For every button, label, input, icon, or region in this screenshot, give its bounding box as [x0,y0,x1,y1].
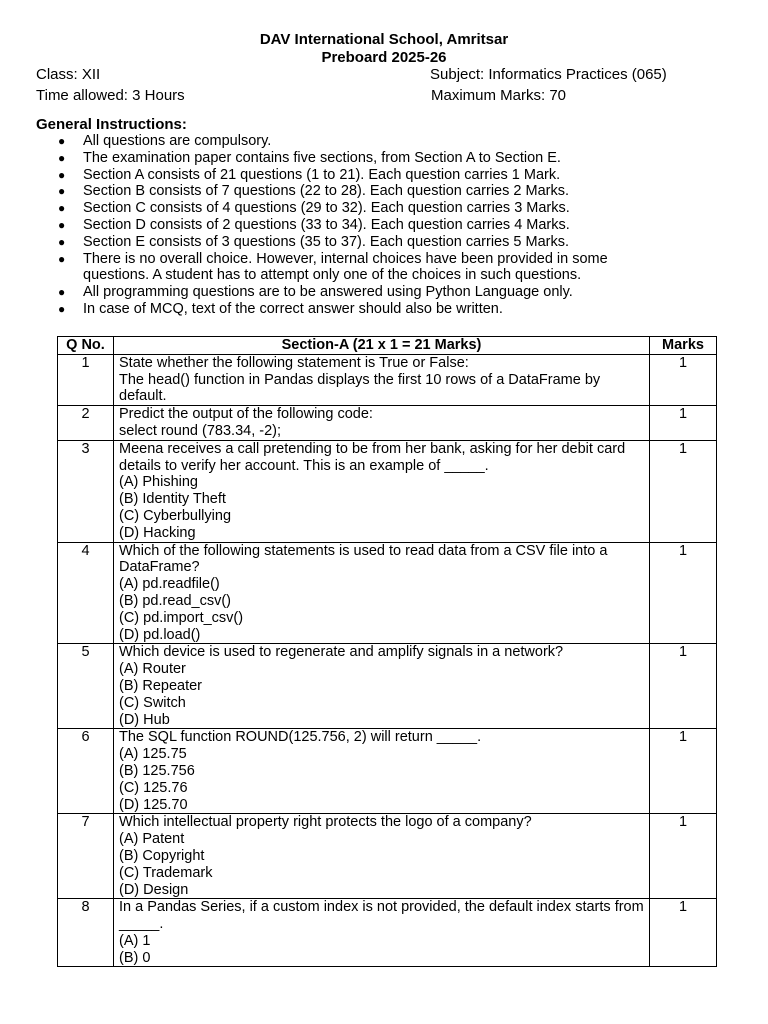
instruction-item [36,200,676,217]
instruction-text: Section B consists of 7 questions (22 to 28). Each question carries 2 Marks. [83,183,569,200]
bullet-icon: ● [58,234,66,249]
bullet-icon: ● [58,251,66,266]
question-marks: 1 [650,542,717,644]
bullet-icon: ● [58,301,66,316]
bullet-icon: ● [58,217,66,232]
question-number: 5 [58,644,114,729]
instruction-item [36,133,676,150]
question-text-cell [114,406,650,441]
maximum-marks-label: Maximum Marks: 70 [431,87,567,104]
question-line: (B) 0 [119,949,151,966]
question-text-cell [114,729,650,814]
instruction-text: Section C consists of 4 questions (29 to 32). Each question carries 3 Marks. [83,200,570,217]
school-name: DAV International School, Amritsar [259,31,509,48]
question-marks: 1 [650,729,717,814]
instruction-text: All questions are compulsory. [83,133,272,149]
bullet-icon: ● [58,285,66,300]
bullet-icon: ● [58,167,66,182]
question-text-cell [114,354,650,405]
table-header-row [58,337,717,355]
instruction-text: In case of MCQ, text of the correct answer should also be written. [83,300,503,317]
question-text: Which intellectual property right protects the logo of a company? [119,814,532,831]
question-line: (D) Hacking [119,524,196,541]
table-row [58,814,717,899]
general-instructions-heading: General Instructions: [36,116,187,133]
question-line: (D) 125.70 [119,796,188,813]
question-line: (A) Patent [119,831,185,848]
table-row [58,440,717,542]
time-allowed-label: Time allowed: 3 Hours [36,87,185,104]
question-line: (A) 1 [119,932,151,949]
question-line: (B) Copyright [119,847,205,864]
question-line: (A) 125.75 [119,746,187,763]
bullet-icon: ● [58,184,66,199]
instruction-item [36,217,676,234]
question-line: (B) 125.756 [119,762,195,779]
question-marks: 1 [650,814,717,899]
question-text-cell [114,542,650,644]
question-marks: 1 [650,644,717,729]
question-text-cell [114,644,650,729]
question-line: (C) 125.76 [119,779,188,796]
question-text-cell [114,814,650,899]
question-text: In a Pandas Series, if a custom index is not provided, the default index starts from _____. [119,899,644,933]
question-number-header: Q No. [58,337,114,355]
question-line: select round (783.34, -2); [119,422,282,439]
question-number: 1 [58,354,114,405]
instruction-item [36,234,676,251]
instruction-text: There is no overall choice. However, internal choices have been provided in some questions. A student has to attempt only one of the choices in such questions. [83,250,608,284]
question-text-cell [114,899,650,967]
instruction-text: All programming questions are to be answered using Python Language only. [83,284,573,301]
question-line: (A) pd.readfile() [119,576,220,593]
table-row [58,644,717,729]
question-text: Which of the following statements is used to read data from a CSV file into a DataFrame? [119,542,608,576]
instruction-item [36,284,676,301]
section-header: Section-A (21 x 1 = 21 Marks) [114,337,650,355]
bullet-icon: ● [58,150,66,165]
question-text: Meena receives a call pretending to be from her bank, asking for her debit card details to verify her account. This is an example of _____. [119,440,626,474]
question-text: Predict the output of the following code: [119,406,373,423]
question-line: (C) Switch [119,694,186,711]
table-row [58,406,717,441]
instruction-text: Section E consists of 3 questions (35 to 37). Each question carries 5 Marks. [83,233,569,250]
question-line: (B) Repeater [119,677,203,694]
section-a-question-table [57,336,717,967]
question-line: The head() function in Pandas displays the first 10 rows of a DataFrame by default. [119,371,601,405]
instruction-item [36,183,676,200]
class-label: Class: XII [36,66,101,83]
question-line: (C) Trademark [119,864,213,881]
table-row [58,899,717,967]
question-marks: 1 [650,440,717,542]
question-number: 3 [58,440,114,542]
question-number: 6 [58,729,114,814]
question-number: 7 [58,814,114,899]
instruction-text: The examination paper contains five sections, from Section A to Section E. [83,149,561,166]
question-marks: 1 [650,899,717,967]
question-line: (A) Phishing [119,474,198,491]
question-number: 8 [58,899,114,967]
instructions-list [36,133,676,318]
question-text-cell [114,440,650,542]
instruction-item [36,167,676,184]
question-text: Which device is used to regenerate and amplify signals in a network? [119,644,564,661]
question-line: (B) Identity Theft [119,491,226,508]
table-row [58,542,717,644]
question-number: 4 [58,542,114,644]
question-line: (C) pd.import_csv() [119,609,244,626]
bullet-icon: ● [58,201,66,216]
question-line: (D) Hub [119,711,170,728]
question-line: (D) Design [119,881,189,898]
instruction-item [36,251,676,285]
question-marks: 1 [650,354,717,405]
instruction-item [36,150,676,167]
marks-header: Marks [650,337,717,355]
table-row [58,354,717,405]
question-text: State whether the following statement is True or False: [119,354,469,371]
instruction-item [36,301,676,318]
question-line: (D) pd.load() [119,626,201,643]
exam-title: Preboard 2025-26 [321,49,447,66]
table-row [58,729,717,814]
question-line: (B) pd.read_csv() [119,592,232,609]
question-text: The SQL function ROUND(125.756, 2) will return _____. [119,729,482,746]
question-marks: 1 [650,406,717,441]
bullet-icon: ● [58,134,66,148]
question-number: 2 [58,406,114,441]
instruction-text: Section A consists of 21 questions (1 to 21). Each question carries 1 Mark. [83,166,561,183]
subject-label: Subject: Informatics Practices (065) [430,66,667,83]
question-line: (C) Cyberbullying [119,507,232,524]
question-line: (A) Router [119,661,186,678]
instruction-text: Section D consists of 2 questions (33 to 34). Each question carries 4 Marks. [83,216,570,233]
